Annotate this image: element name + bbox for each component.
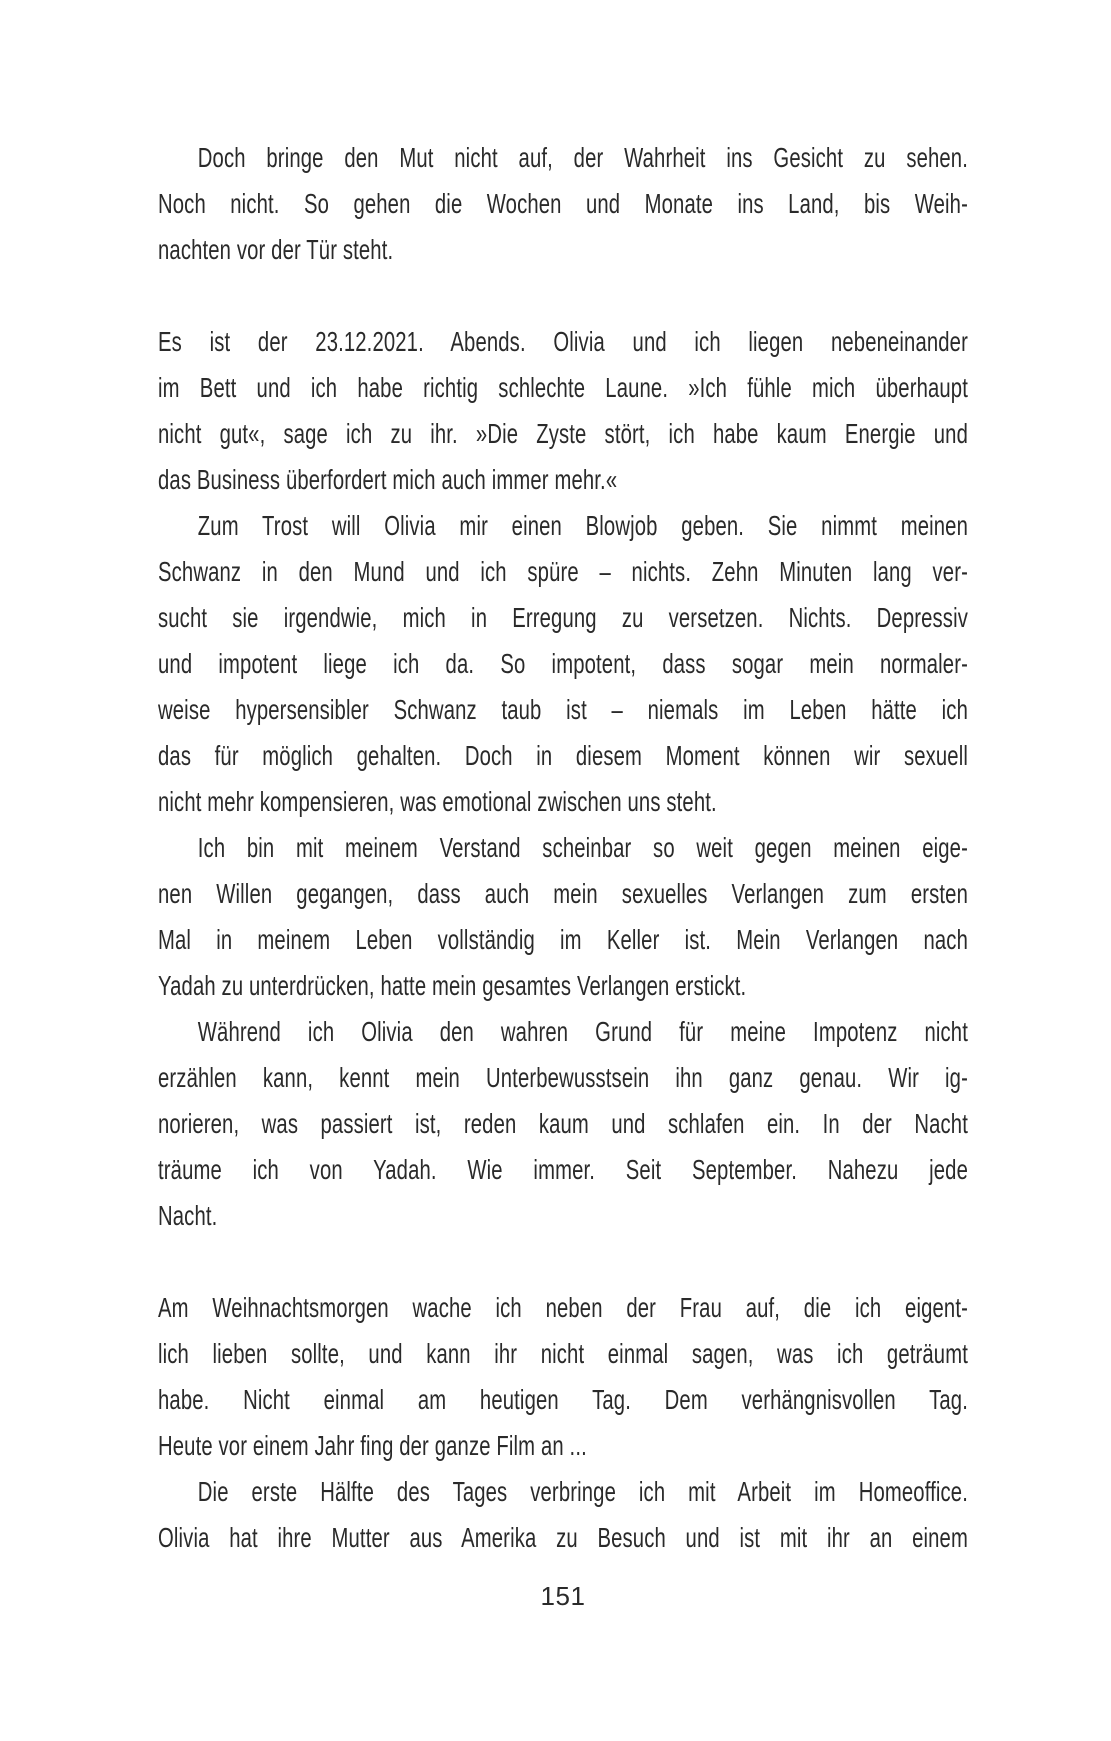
text-line: nachten vor der Tür steht.: [158, 234, 394, 265]
text-line: das Business überfordert mich auch immer mehr.«: [158, 464, 618, 495]
text-line: lich lieben sollte, und kann ihr nicht einmal sagen, was ich geträumt: [158, 1338, 968, 1369]
paragraph: [158, 319, 968, 503]
paragraph: [158, 135, 968, 273]
paragraph: [158, 1009, 968, 1239]
text-line: Während ich Olivia den wahren Grund für meine Impotenz nicht: [197, 1016, 968, 1047]
page-number: 151: [540, 1581, 586, 1611]
text-line: Es ist der 23.12.2021. Abends. Olivia und ich liegen nebeneinander: [158, 326, 968, 357]
text-line: erzählen kann, kennt mein Unterbewusstsein ihn ganz genau. Wir ig-: [158, 1062, 968, 1093]
text-line: nicht gut«, sage ich zu ihr. »Die Zyste stört, ich habe kaum Energie und: [158, 418, 968, 449]
text-line: träume ich von Yadah. Wie immer. Seit September. Nahezu jede: [158, 1154, 968, 1185]
text-line: und impotent liege ich da. So impotent, dass sogar mein normaler-: [158, 648, 968, 679]
text-line: sucht sie irgendwie, mich in Erregung zu versetzen. Nichts. Depressiv: [158, 602, 968, 633]
paragraph: [158, 1469, 968, 1561]
text-line: Mal in meinem Leben vollständig im Keller ist. Mein Verlangen nach: [158, 924, 968, 955]
text-line: Ich bin mit meinem Verstand scheinbar so weit gegen meinen eige-: [197, 832, 968, 863]
text-line: norieren, was passiert ist, reden kaum und schlafen ein. In der Nacht: [158, 1108, 968, 1139]
text-line: nen Willen gegangen, dass auch mein sexuelles Verlangen zum ersten: [158, 878, 968, 909]
text-line: Am Weihnachtsmorgen wache ich neben der Frau auf, die ich eigent-: [158, 1292, 968, 1323]
text-line: Nacht.: [158, 1200, 218, 1231]
paragraph: [158, 1285, 968, 1469]
text-line: Doch bringe den Mut nicht auf, der Wahrheit ins Gesicht zu sehen.: [197, 142, 968, 173]
paragraph: [158, 503, 968, 825]
text-line: Noch nicht. So gehen die Wochen und Monate ins Land, bis Weih-: [158, 188, 968, 219]
body-text: [158, 135, 968, 1561]
text-line: Die erste Hälfte des Tages verbringe ich mit Arbeit im Homeoffice.: [197, 1476, 968, 1507]
text-line: weise hypersensibler Schwanz taub ist – niemals im Leben hätte ich: [158, 694, 968, 725]
paragraph: [158, 825, 968, 1009]
text-line: Olivia hat ihre Mutter aus Amerika zu Besuch und ist mit ihr an einem: [158, 1522, 968, 1553]
text-line: Yadah zu unterdrücken, hatte mein gesamtes Verlangen erstickt.: [158, 970, 747, 1001]
text-line: Heute vor einem Jahr fing der ganze Film an ...: [158, 1430, 587, 1461]
text-line: habe. Nicht einmal am heutigen Tag. Dem verhängnisvollen Tag.: [158, 1384, 968, 1415]
text-line: Zum Trost will Olivia mir einen Blowjob geben. Sie nimmt meinen: [197, 510, 968, 541]
text-line: nicht mehr kompensieren, was emotional zwischen uns steht.: [158, 786, 717, 817]
text-line: Schwanz in den Mund und ich spüre – nichts. Zehn Minuten lang ver-: [158, 556, 968, 587]
text-line: das für möglich gehalten. Doch in diesem Moment können wir sexuell: [158, 740, 968, 771]
text-line: im Bett und ich habe richtig schlechte Laune. »Ich fühle mich überhaupt: [158, 372, 968, 403]
